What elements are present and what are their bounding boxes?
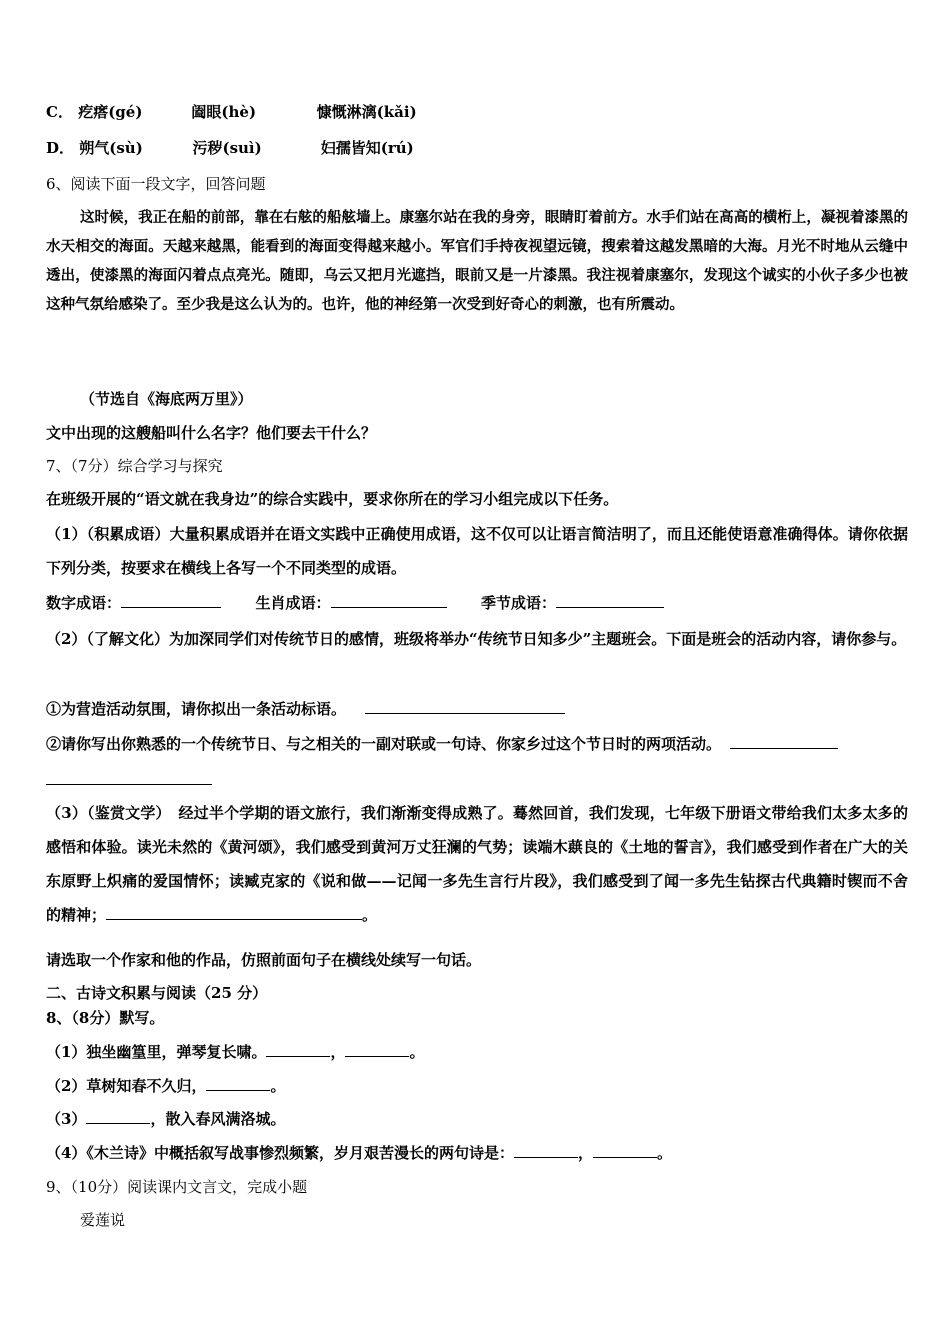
q8-line-2-blank[interactable] [206,1076,270,1091]
q6-passage: 这时候，我正在船的前部，靠在右舷的船舷墙上。康塞尔站在我的身旁，眼睛盯着前方。水手们站在高高的横桁上，凝视着漆黑的水天相交的海面。天越来越黑，能看到的海面变得越来越小。军官们手持夜视望远镜，搜索着这越发黑暗的大海。月光不时地从云缝中透出，使漆黑的海面闪着点点亮光。随即，乌云又把月光遮挡，眼前又是一片漆黑。我注视着康塞尔，发现这个诚实的小伙子多少也被这种气氛给感染了。至少我是这么认为的。也许，他的神经第一次受到好奇心的刺激，也有所震动。 [46,209,908,313]
q7-cat-number-blank[interactable] [121,593,221,608]
q6-header: 6、阅读下面一段文字，回答问题 [46,175,266,193]
q7-festival-blank-2[interactable] [46,784,212,785]
q7-part3-question: 请选取一个作家和他的作品，仿照前面句子在横线处续写一句话。 [46,951,482,969]
option-c-item-2: 阖眼(hè) [191,103,257,121]
q8-line-1-end: 。 [409,1043,425,1061]
q9-header: 9、（10分）阅读课内文言文，完成小题 [46,1178,308,1196]
q7-part2: （2）（了解文化）为加深同学们对传统节日的感情，班级将举办“传统节日知多少”主题班会。下面是班会的活动内容，请你参与。 [46,630,907,648]
q7-part2a-text: ①为营造活动氛围，请你拟出一条活动标语。 [46,700,347,718]
q8-line-4-sep: ， [577,1144,593,1162]
q8-line-3 [46,1109,285,1129]
q8-line-1-blank-1[interactable] [266,1042,330,1057]
q8-line-2 [46,1076,285,1096]
q7-part3-end: 。 [362,906,378,924]
q7-intro: 在班级开展的“语文就在我身边”的综合实践中，要求你所在的学习小组完成以下任务。 [46,490,619,508]
option-d [46,138,414,158]
q7-festival-blank-1[interactable] [730,734,838,749]
q7-cat-season: 季节成语： [480,594,556,612]
q8-line-3-text: （3） [46,1110,87,1128]
q7-idiom-categories [46,593,664,613]
q7-slogan-blank[interactable] [365,699,565,714]
q9-title: 爱莲说 [80,1211,126,1229]
q8-line-4-blank-2[interactable] [593,1143,657,1158]
option-d-label: D． [46,139,75,157]
q8-line-2-end: 。 [270,1077,286,1095]
option-d-item-3: 妇孺皆知(rú) [320,139,414,157]
q8-line-1-text: （1）独坐幽篁里，弹琴复长啸。 [46,1043,267,1061]
q8-line-1 [46,1042,424,1062]
q7-header: 7、（7分）综合学习与探究 [46,457,223,475]
option-c-label: C． [46,103,73,121]
q8-line-3-blank[interactable] [86,1109,150,1124]
q7-part1: （1）（积累成语）大量积累成语并在语文实践中正确使用成语，这不仅可以让语言简洁明了，而且还能使语意准确得体。请你依据下列分类，按要求在横线上各写一个不同类型的成语。 [46,525,908,577]
q7-part3-blank[interactable] [106,905,362,920]
q7-part2b-text: ②请你写出你熟悉的一个传统节日、与之相关的一副对联或一句诗、你家乡过这个节日时的两项活动。 [46,735,722,753]
q7-part3-text: （3）（鉴赏文学） 经过半个学期的语文旅行，我们渐渐变得成熟了。蓦然回首，我们发现，七年级下册语文带给我们太多太多的感悟和体验。读光未然的《黄河颂》，我们感受到黄河万丈狂澜的气势；读端木蕻良的《土地的誓言》，我们感受到作者在广大的关东原野上炽痛的爱国情怀；读臧克家的《说和做——记闻一多先生言行片段》，我们感受到了闻一多先生钻探古代典籍时锲而不舍的精神； [46,804,908,924]
option-c-item-3: 慷慨淋漓(kǎi) [316,103,417,121]
q7-part3 [46,796,908,932]
q8-line-2-text: （2）草树知春不久归， [46,1077,207,1095]
q8-line-4-blank-1[interactable] [514,1143,578,1158]
option-d-item-2: 污秽(suì) [192,139,262,157]
q7-part2a [46,699,565,719]
q8-line-3-text-2: ，散入春风满洛城。 [150,1110,286,1128]
option-c [46,102,417,122]
q8-line-1-blank-2[interactable] [345,1042,409,1057]
q8-line-1-sep: ， [330,1043,346,1061]
q7-cat-season-blank[interactable] [556,593,664,608]
q7-cat-zodiac-blank[interactable] [331,593,447,608]
q8-line-4-text: （4）《木兰诗》中概括叙写战事惨烈频繁，岁月艰苦漫长的两句诗是： [46,1144,514,1162]
q8-line-4 [46,1143,672,1163]
q8-header: 8、（8分）默写。 [46,1009,165,1027]
q8-line-4-end: 。 [656,1144,672,1162]
option-d-item-1: 朔气(sù) [79,139,143,157]
q7-cat-zodiac: 生肖成语： [255,594,331,612]
q7-cat-number: 数字成语： [46,594,122,612]
q6-source: （节选自《海底两万里》） [80,390,253,408]
option-c-item-1: 疙瘩(gé) [78,103,143,121]
section-2-title: 二、古诗文积累与阅读（25 分） [46,984,268,1002]
q7-part2b [46,734,838,754]
q6-question: 文中出现的这艘船叫什么名字？他们要去干什么？ [46,424,377,442]
